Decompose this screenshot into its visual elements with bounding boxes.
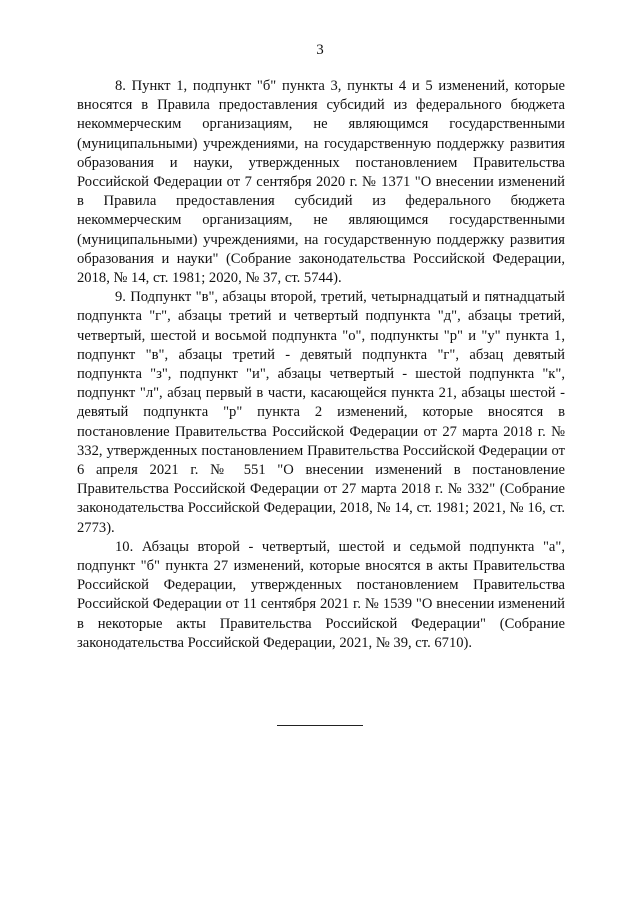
page-number: 3 [316, 42, 324, 58]
end-of-document-rule [277, 725, 363, 726]
document-body [77, 77, 565, 653]
paragraph-item-10: 10. Абзацы второй - четвертый, шестой и седьмой подпункта "а", подпункт "б" пункта 27 изменений, которые вносятся в акты Правительства Российской Федерации, утвержденных постановлением Правительства Российской Федерации от 11 сентября 2021 г. № 1539 "О внесении изменений в некоторые акты Правительства Российской Федерации" (Собрание законодательства Российской Федерации, 2021, № 39, ст. 6710). [77, 538, 565, 651]
paragraph-item-9: 9. Подпункт "в", абзацы второй, третий, четырнадцатый и пятнадцатый подпункта "г", абзацы третий и четвертый подпункта "д", абзацы третий, четвертый, шестой и восьмой подпункта "о", подпункты "р" и "у" пункта 1, подпункт "в", абзацы третий - девятый подпункта "г", абзац девятый подпункта "з", подпункт "и", абзацы четвертый - шестой подпункта "к", подпункт "л", абзац первый в части, касающейся пункта 21, абзацы шестой - девятый подпункта "р" пункта 2 изменений, которые вносятся в постановление Правительства Российской Федерации от 27 марта 2018 г. № 332, утвержденных постановлением Правительства Российской Федерации от 6 апреля 2021 г. № 551 "О внесении изменений в постановление Правительства Российской Федерации от 27 марта 2018 г. № 332" (Собрание законодательства Российской Федерации, 2018, № 14, ст. 1981; 2021, № 16, ст. 2773). [77, 289, 565, 536]
paragraph-item-8: 8. Пункт 1, подпункт "б" пункта 3, пункты 4 и 5 изменений, которые вносятся в Правила предоставления субсидий из федерального бюджета некоммерческим организациям, не являющимся государственными (муниципальными) учреждениями, на государственную поддержку развития образования и науки, утвержденных постановлением Правительства Российской Федерации от 7 сентября 2020 г. № 1371 "О внесении изменений в Правила предоставления субсидий из федерального бюджета некоммерческим организациям, не являющимся государственными (муниципальными) учреждениями, на государственную поддержку развития образования и науки" (Собрание законодательства Российской Федерации, 2018, № 14, ст. 1981; 2020, № 37, ст. 5744). [77, 78, 565, 287]
